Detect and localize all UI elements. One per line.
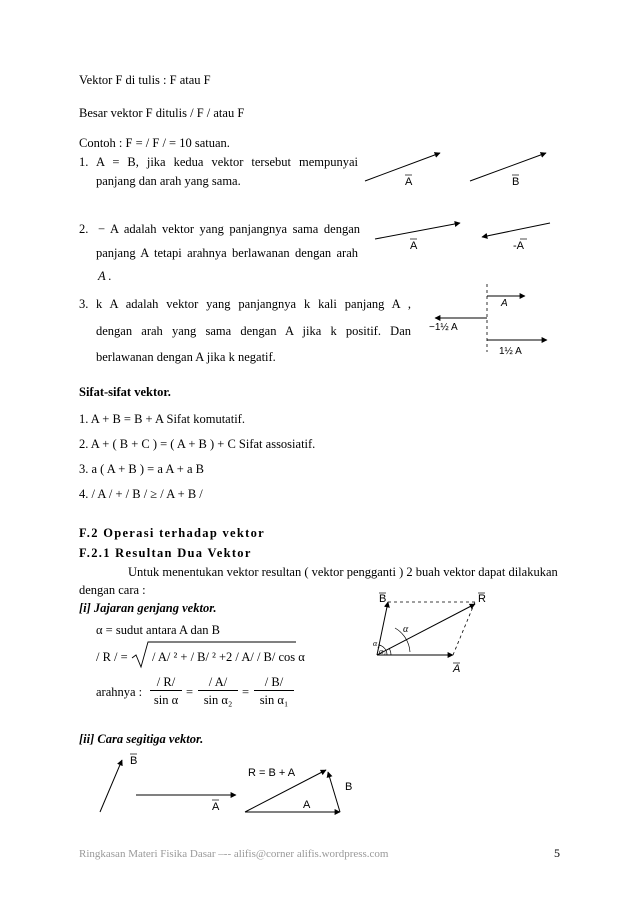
page-number: 5	[554, 846, 560, 860]
vector-a-label-2: A	[410, 240, 418, 252]
item-3-number: 3.	[79, 297, 89, 311]
parallelogram-label-b: B	[379, 593, 387, 605]
parallelogram-label-alpha1: α₁	[379, 647, 386, 656]
item-1-number: 1.	[79, 155, 89, 169]
intro-line-2: Besar vektor F ditulis / F / atau F	[79, 106, 245, 120]
fraction-1-den: sin α	[153, 693, 179, 707]
triangle-figure	[90, 750, 370, 825]
arahnya-label: arahnya :	[96, 685, 143, 699]
section-para-1: Untuk menentukan vektor resultan ( vektor pengganti ) 2 buah vektor dapat dilakukan	[128, 565, 558, 579]
triangle-label-b-separate: B	[130, 755, 138, 767]
triangle-label-a: A	[303, 799, 311, 811]
parallelogram-label-a: A	[453, 663, 461, 675]
item-2-number: 2.	[79, 222, 89, 236]
fraction-1-num: / R/	[156, 675, 176, 689]
section-heading-f2: F.2 Operasi terhadap vektor	[79, 526, 266, 540]
item-3-line-1: k A adalah vektor yang panjangnya k kali panjang A ,	[96, 297, 411, 311]
triangle-vector-b	[328, 772, 340, 812]
triangle-label-b: B	[345, 781, 353, 793]
sifat-line-1: 1. A + B = B + A Sifat komutatif.	[79, 412, 245, 426]
fraction-3-den: sin α₁	[259, 693, 289, 707]
formula-rhs: / A/ ² + / B/ ² +2 / A/ / B/ cos α	[152, 650, 305, 664]
subsection-segitiga: [ii] Cara segitiga vektor.	[79, 732, 204, 746]
triangle-formula-label: R = B + A	[248, 767, 296, 779]
fraction-2-num: / A/	[208, 675, 228, 689]
triangle-vector-b-separate	[100, 760, 122, 812]
vector-minus-a-arrow	[482, 223, 550, 237]
item-1-line-1: A = B, jika kedua vektor tersebut mempunyai	[96, 155, 358, 169]
vector-neg-1half-a-label: −1½ A	[429, 322, 458, 333]
item-2-line-2: panjang A tetapi arahnya berlawanan dengan arah	[96, 246, 358, 260]
fraction-2-den: sin α₂	[203, 693, 233, 707]
vector-minus-a-label: -A	[513, 240, 524, 252]
vector-b-arrow	[470, 153, 546, 181]
sifat-line-2: 2. A + ( B + C ) = ( A + B ) + C Sifat assosiatif.	[79, 437, 316, 451]
parallelogram-label-r: R	[478, 593, 486, 605]
vector-a-arrow	[365, 153, 440, 181]
sifat-line-3: 3. a ( A + B ) = a A + a B	[79, 462, 204, 476]
item-1-line-2: panjang dan arah yang sama.	[96, 174, 241, 188]
parallelogram-label-alpha: α	[403, 624, 409, 635]
intro-line-3: Contoh : F = / F / = 10 satuan.	[79, 136, 230, 150]
formula-lhs: / R / =	[96, 650, 128, 664]
footer-text: Ringkasan Materi Fisika Dasar –-- alifis@corner alifis.wordpress.com	[79, 848, 389, 860]
triangle-label-a-separate: A	[212, 801, 220, 813]
item-3-line-2: dengan arah yang sama dengan A jika k positif. Dan	[96, 324, 411, 338]
parallelogram-figure	[355, 590, 555, 685]
sifat-title: Sifat-sifat vektor.	[79, 385, 171, 399]
parallelogram-label-alpha2: α₂	[373, 639, 380, 648]
item-3-line-3: berlawanan dengan A jika k negatif.	[96, 350, 276, 364]
intro-line-1: Vektor F di tulis : F atau F	[79, 73, 211, 87]
item-2-figure	[370, 215, 570, 255]
section-para-2: dengan cara :	[79, 583, 146, 597]
fraction-3-num: / B/	[264, 675, 284, 689]
item-1-figure	[360, 145, 560, 190]
subsection-jajaran-genjang: [i] Jajaran genjang vektor.	[79, 601, 217, 615]
item-2-line-3: A .	[98, 269, 112, 283]
vector-a-label: A	[405, 176, 413, 188]
section-heading-f21: F.2.1 Resultan Dua Vektor	[79, 546, 252, 560]
parallelogram-vector-r	[377, 604, 475, 655]
vector-b-label: B	[512, 176, 520, 188]
item-2-line-1: − A adalah vektor yang panjangnya sama dengan	[98, 222, 360, 236]
vector-a-label-3: A	[501, 298, 508, 309]
alpha-definition: α = sudut antara A dan B	[96, 623, 220, 637]
sifat-line-4: 4. / A / + / B / ≥ / A + B /	[79, 487, 203, 501]
vector-a-arrow-2	[375, 223, 460, 239]
item-3-figure	[425, 282, 555, 362]
vector-1half-a-label: 1½ A	[499, 346, 522, 357]
